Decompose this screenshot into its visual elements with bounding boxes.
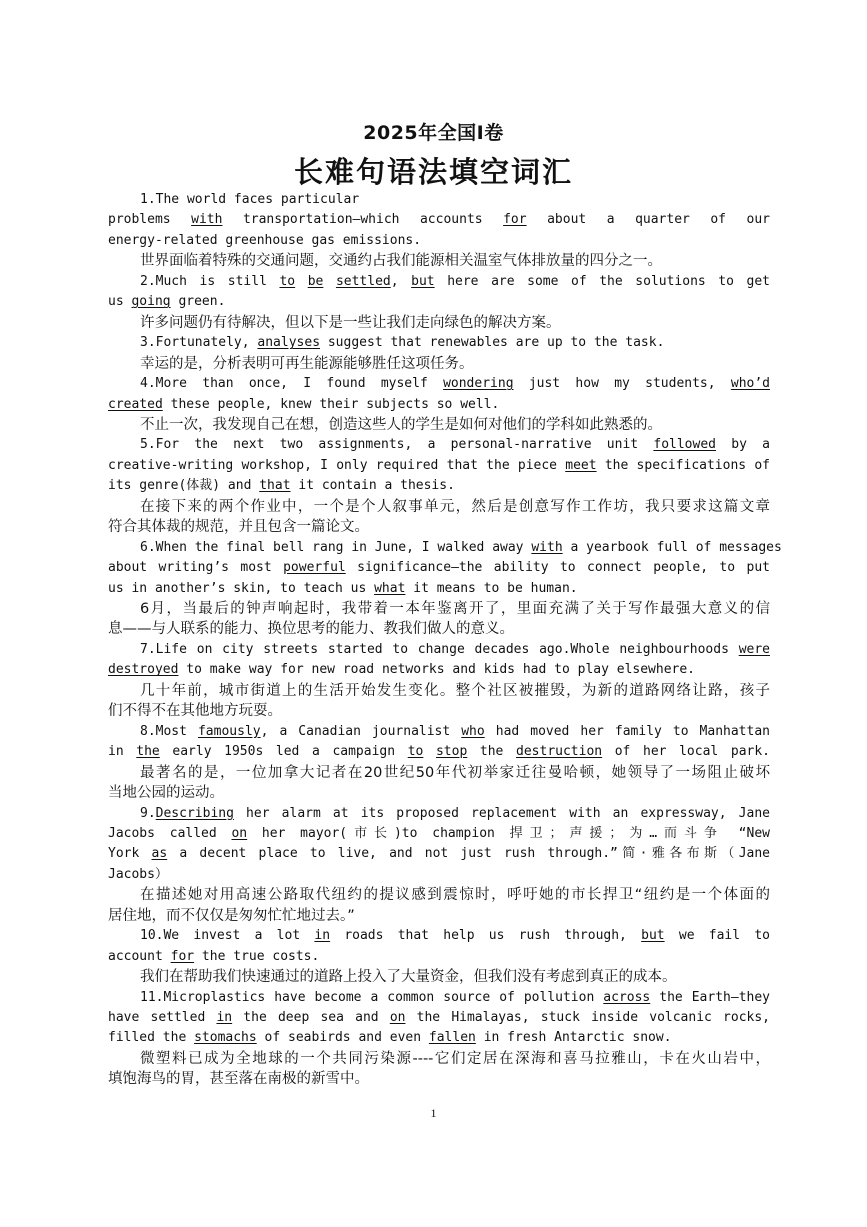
translation-line (108, 354, 770, 374)
text-span: in fresh Antarctic snow. (475, 1030, 672, 1046)
answer-word: what (374, 580, 406, 596)
text-span: 居住地，而不仅仅是匆匆忙忙地过去。” (108, 907, 355, 924)
translation-line (108, 599, 770, 619)
text-span: , a Canadian journalist (260, 723, 462, 739)
text-span: 1.The world faces particular (140, 192, 360, 207)
translation-line (108, 497, 770, 517)
translation-line (108, 701, 770, 721)
text-span: 6.When the final bell rang in June, I walked away (140, 539, 532, 555)
translation-line (108, 619, 770, 639)
text-span: 微塑料已成为全地球的一个共同污染源----它们定居在深海和喜马拉雅山，卡在火山岩中， (140, 1050, 770, 1067)
answer-word: wondering (443, 376, 514, 392)
answer-word: who’d (730, 376, 771, 392)
translation-line (108, 1069, 770, 1089)
sentence-line (108, 210, 770, 230)
answer-word: for (503, 212, 527, 228)
answer-word: but (411, 273, 435, 289)
text-span: the deep sea and (232, 1010, 390, 1025)
text-span: early 1950s led a campaign (159, 744, 408, 760)
text-span: it contain a thesis. (290, 478, 455, 494)
sentence-line (108, 231, 770, 251)
text-span: 符合其体裁的规范，并且包含一篇论文。 (108, 519, 369, 536)
answer-word: for (170, 948, 195, 964)
answer-word: on (389, 1010, 406, 1025)
text-span: filled the (108, 1030, 195, 1046)
answer-word: the (136, 744, 160, 760)
text-span: have settled (108, 1010, 217, 1025)
text-span: 3.Fortunately, (140, 335, 258, 351)
text-span: just how my students, (513, 376, 731, 392)
text-span: 6月，当最后的钟声响起时，我带着一本年鉴离开了，里面充满了关于写作最强大意义的信 (140, 601, 770, 617)
text-span: significance—the ability to connect people, to put (345, 560, 770, 576)
translation-line (108, 906, 770, 926)
translation-line (108, 313, 770, 333)
text-span: to make way for new road networks and kids had to play elsewhere. (178, 662, 696, 678)
text-span: transportation—which accounts (222, 212, 504, 228)
text-span: by a (716, 437, 770, 453)
text-span: 息——与人联系的能力、换位思考的能力、教我们做人的意义。 (108, 621, 514, 638)
translation-line (108, 783, 770, 803)
document-heading: 长难句语法填空词汇 (293, 155, 573, 189)
text-span: roads that help us rush through, (330, 928, 642, 944)
text-span: 8.Most (140, 723, 198, 739)
translation-line (108, 251, 770, 271)
translation-line (108, 885, 770, 905)
answer-word: settled (335, 273, 391, 289)
text-span: suggest that renewables are up to the task. (320, 335, 665, 351)
answer-word: in (314, 928, 331, 944)
answer-word: fallen (428, 1030, 476, 1046)
text-span: Jacobs） (108, 866, 168, 882)
text-span: we fail to (664, 928, 770, 944)
answer-word: were (738, 641, 770, 657)
answer-word: in (216, 1010, 233, 1025)
text-span: 5.For the next two assignments, a personal-narrative unit (140, 437, 654, 453)
text-span: 7.Life on city streets started to change decades ago.Whole neighbourhoods (140, 641, 739, 657)
translation-line (108, 415, 770, 435)
text-span (295, 274, 308, 289)
sentence-line (108, 660, 770, 680)
answer-word: destroyed (108, 662, 179, 678)
sentence-line (108, 538, 782, 558)
text-span: account (108, 948, 171, 964)
sentence-line (108, 640, 770, 660)
answer-word: as (151, 846, 168, 862)
answer-word: going (131, 294, 171, 310)
text-span: problems (108, 212, 192, 228)
text-span: of seabirds and even (256, 1030, 429, 1046)
text-span: the Earth—they (650, 989, 770, 1005)
answer-word: Describing (155, 805, 234, 821)
sentence-line (108, 579, 770, 599)
sentence-line (108, 190, 770, 210)
page-number: 1 (430, 1106, 437, 1120)
sentence-line (108, 333, 770, 353)
sentence-line (108, 476, 770, 496)
sentence-line (108, 435, 770, 455)
answer-word: who (461, 723, 485, 739)
text-span: her mayor(市长)to champion 捍卫；声援；为…而斗争 “New (247, 825, 770, 841)
text-span: 在描述她对用高速公路取代纽约的提议感到震惊时，呼吁她的市长捍卫“纽约是一个体面的 (140, 887, 770, 904)
answer-word: analyses (257, 335, 321, 351)
translation-line (108, 681, 770, 701)
sentence-line (108, 374, 770, 394)
translation-line (108, 1049, 770, 1069)
answer-word: meet (565, 457, 597, 473)
sentence-line (108, 1028, 770, 1048)
sentence-line (108, 722, 770, 742)
text-span: us in another’s skin, to teach us (108, 580, 375, 596)
text-span: 我们在帮助我们快速通过的道路上投入了大量资金，但我们没有考虑到真正的成本。 (140, 969, 677, 986)
translation-line (108, 763, 770, 783)
text-span: 幸运的是，分析表明可再生能源能够胜任这项任务。 (140, 355, 474, 372)
answer-word: destruction (516, 744, 603, 760)
text-span: the true costs. (194, 948, 320, 964)
text-span: a yearbook full of messages (562, 539, 782, 555)
text-span: 11.Microplastics have become a common source of pollution (140, 989, 604, 1005)
answer-word: be (307, 273, 324, 289)
sentence-line (108, 988, 770, 1008)
text-span: it means to be human. (405, 580, 578, 596)
text-span: Jacobs called (108, 825, 232, 841)
answer-word: on (231, 825, 248, 841)
text-span: 在接下来的两个作业中，一个是个人叙事单元，然后是创意写作工作坊，我只要求这篇文章 (140, 498, 770, 515)
text-span (423, 744, 436, 759)
text-span: these people, knew their subjects so well. (162, 396, 500, 412)
text-span: 4.More than once, I found myself (140, 376, 444, 392)
text-span (323, 274, 336, 289)
sentence-line (108, 947, 770, 967)
answer-word: stomachs (194, 1030, 257, 1046)
text-span: had moved her family to Manhattan (484, 723, 770, 739)
text-span: 当地公园的运动。 (108, 785, 224, 802)
text-span: 填饱海鸟的胃，甚至落在南极的新雪中。 (108, 1071, 369, 1088)
text-span: its genre(体裁) and (108, 478, 260, 494)
text-span: a decent place to live, and not just rush through.”简·雅各布斯（Jane (167, 846, 770, 862)
text-span: the Himalayas, stuck inside volcanic rocks, (405, 1010, 770, 1025)
text-span: 许多问题仍有待解决，但以下是一些让我们走向绿色的解决方案。 (140, 314, 561, 331)
sentence-line (108, 742, 770, 762)
sentence-line (108, 558, 770, 578)
text-span: creative-writing workshop, I only required that the piece (108, 457, 566, 473)
text-span: 10.We invest a lot (140, 928, 315, 944)
answer-word: to (279, 273, 296, 289)
text-span: 世界面临着特殊的交通问题，交通约占我们能源相关温室气体排放量的四分之一。 (140, 253, 662, 270)
text-span: 几十年前，城市街道上的生活开始发生变化。整个社区被摧毁，为新的道路网络让路，孩子 (140, 682, 770, 699)
answer-word: followed (653, 437, 716, 453)
answer-word: with (531, 539, 563, 555)
answer-word: created (108, 396, 163, 412)
sentence-line (108, 395, 770, 415)
sentence-line (108, 292, 770, 312)
sentence-line (108, 926, 770, 946)
text-span: 最著名的是，一位加拿大记者在20世纪50年代初举家迁往曼哈顿，她领导了一场阻止破坏 (140, 764, 770, 781)
text-span: 9. (140, 805, 156, 821)
answer-word: to (407, 744, 424, 760)
text-span: York (108, 846, 152, 862)
answer-word: with (191, 212, 223, 228)
text-span: the (467, 744, 517, 760)
text-span: of her local park. (602, 744, 770, 760)
exam-title: 2025年全国Ⅰ卷 (363, 122, 504, 144)
answer-word: that (259, 478, 291, 494)
sentence-line (108, 1008, 770, 1028)
text-span: here are some of the solutions to get (434, 273, 771, 289)
answer-word: but (641, 928, 665, 944)
text-span: 2.Much is still (140, 273, 280, 289)
translation-line (108, 967, 770, 987)
text-span: in (108, 744, 137, 760)
text-span: the specifications of (596, 457, 771, 473)
answer-word: across (603, 989, 651, 1005)
text-span: 们不得不在其他地方玩耍。 (108, 703, 282, 720)
text-span: , (390, 273, 412, 289)
sentence-line (108, 865, 770, 885)
text-span: 不止一次，我发现自己在想，创造这些人的学生是如何对他们的学科如此熟悉的。 (140, 416, 662, 433)
text-span: green. (170, 294, 226, 310)
text-span: about writing’s most (108, 560, 284, 576)
sentence-line (108, 456, 770, 476)
text-span: energy-related greenhouse gas emissions. (108, 232, 422, 248)
sentence-line (108, 844, 770, 864)
sentence-line (108, 804, 770, 824)
sentence-line (108, 272, 770, 292)
sentence-line (108, 824, 770, 844)
text-span: us (108, 294, 132, 310)
text-span: her alarm at its proposed replacement with an expressway, Jane (233, 805, 770, 821)
answer-word: powerful (283, 560, 346, 576)
answer-word: famously (197, 723, 261, 739)
answer-word: stop (435, 744, 468, 760)
text-span: about a quarter of our (526, 212, 770, 228)
translation-line (108, 517, 770, 537)
